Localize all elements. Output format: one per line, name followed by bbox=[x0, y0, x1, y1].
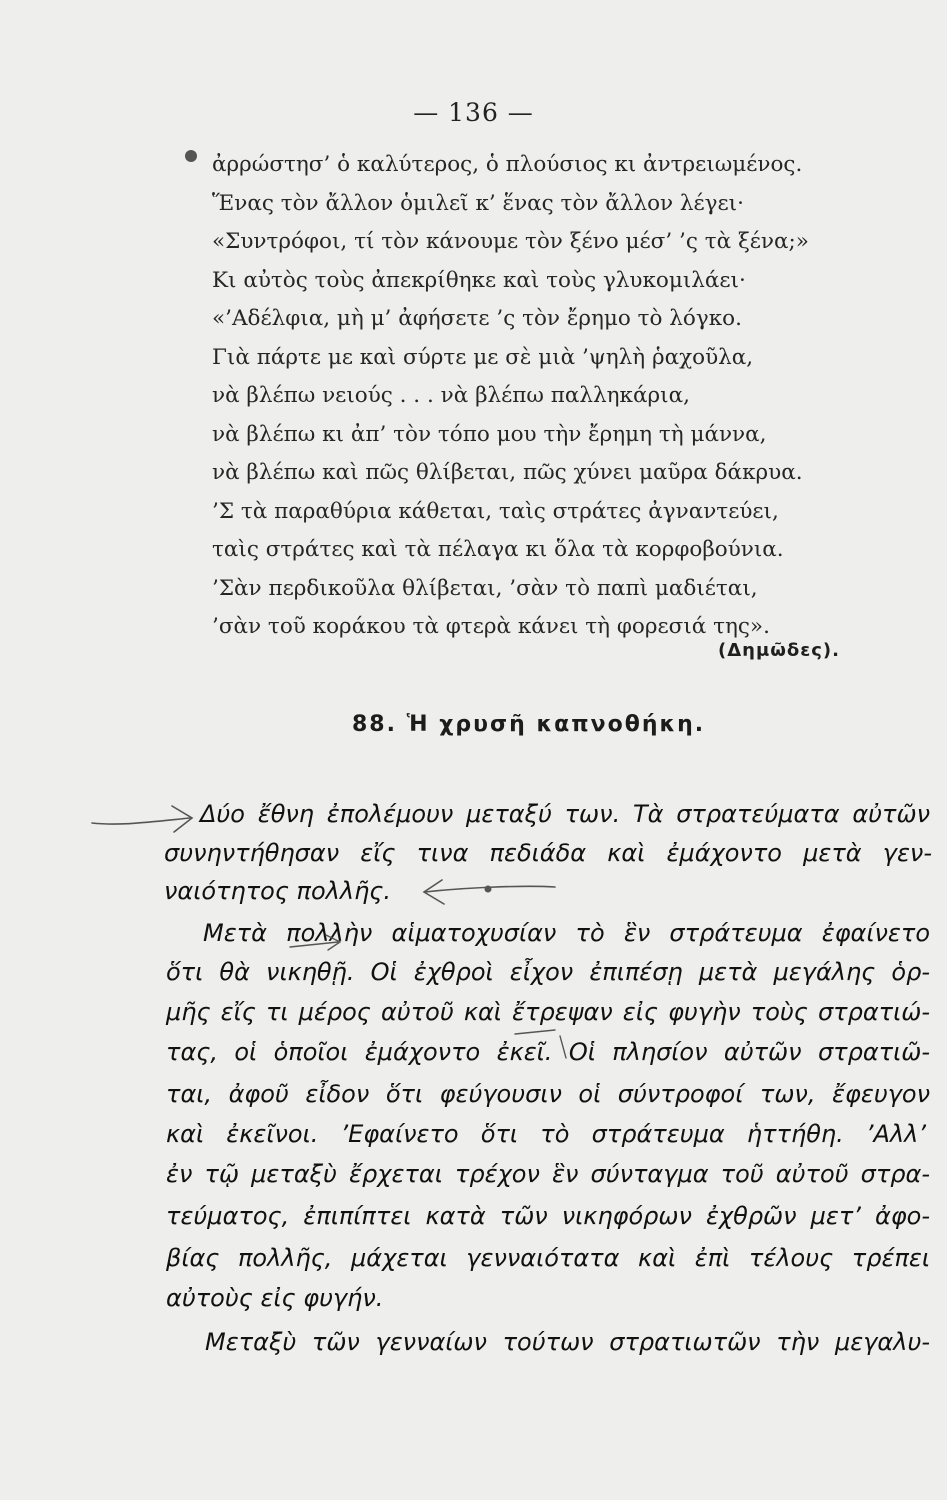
poem-line: νὰ βλέπω νειούς . . . νὰ βλέπω παλληκάρια, bbox=[212, 383, 690, 408]
page-number: — 136 — bbox=[413, 98, 534, 127]
poem-line: νὰ βλέπω κι ἀπ’ τὸν τόπο μου τὴν ἔρημη τὴ μάννα, bbox=[212, 421, 767, 447]
poem-line: Κι αὐτὸς τοὺς ἀπεκρίθηκε καὶ τοὺς γλυκομιλάει· bbox=[212, 267, 746, 293]
handwritten-line: τας, οἱ ὁποῖοι ἐμάχοντο ἐκεῖ. Οἱ πλησίον αὐτῶν στρατιῶ- bbox=[166, 1038, 930, 1066]
poem-block bbox=[212, 146, 932, 647]
handwritten-line: καὶ ἐκεῖνοι. ’Εφαίνετο ὅτι τὸ στράτευμα ἡττήθη. ’Αλλ’ bbox=[166, 1120, 926, 1148]
poem-line: ταὶς στράτες καὶ τὰ πέλαγα κι ὅλα τὰ κορφοβούνια. bbox=[212, 537, 784, 562]
poem-line: ’σὰν τοῦ κοράκου τὰ φτερὰ κάνει τὴ φορεσιά της». bbox=[212, 614, 770, 639]
poem-line: «Συντρόφοι, τί τὸν κάνουμε τὸν ξένο μέσ’ ’ς τὰ ξένα;» bbox=[212, 229, 809, 254]
ink-dot bbox=[185, 150, 197, 162]
handwritten-line: Δύο ἔθνη ἐπολέμουν μεταξύ των. Τὰ στρατεύματα αὐτῶν bbox=[200, 800, 930, 828]
poem-line: ἀρρώστησ’ ὁ καλύτερος, ὁ πλούσιος κι ἀντρειωμένος. bbox=[212, 152, 803, 177]
handwritten-line: συνηντήθησαν εἴς τινα πεδιάδα καὶ ἐμάχοντο μετὰ γεν- bbox=[164, 839, 932, 867]
poem-line: «’Αδέλφια, μὴ μ’ ἀφήσετε ’ς τὸν ἔρημο τὸ λόγκο. bbox=[212, 306, 742, 331]
handwritten-line: τεύματος, ἐπιπίπτει κατὰ τῶν νικηφόρων ἐχθρῶν μετ’ ἀφο- bbox=[166, 1202, 930, 1230]
margin-arrow-icon bbox=[92, 806, 192, 832]
handwritten-line: βίας πολλῆς, μάχεται γενναιότατα καὶ ἐπὶ τέλους τρέπει bbox=[166, 1244, 930, 1272]
handwritten-line: ὅτι θὰ νικηθῇ. Οἱ ἐχθροὶ εἶχον ἐπιπέσῃ μετὰ μεγάλης ὁρ- bbox=[166, 958, 930, 986]
poem-line: Ἕνας τὸν ἄλλον ὁμιλεῖ κ’ ἕνας τὸν ἄλλον λέγει· bbox=[212, 190, 744, 216]
handwritten-line: ται, ἀφοῦ εἶδον ὅτι φεύγουσιν οἱ σύντροφοί των, ἔφευγον bbox=[166, 1080, 930, 1108]
poem-line: ’Σὰν περδικοῦλα θλίβεται, ’σὰν τὸ παπὶ μαδιέται, bbox=[212, 575, 758, 601]
handwritten-line: μῆς εἴς τι μέρος αὐτοῦ καὶ ἔτρεψαν εἰς φυγὴν τοὺς στρατιώ- bbox=[166, 998, 930, 1026]
handwritten-line: Μεταξὺ τῶν γενναίων τούτων στρατιωτῶν τὴν μεγαλυ- bbox=[205, 1328, 930, 1356]
section-heading: 88. Ἡ χρυσῆ καπνοθήκη. bbox=[352, 712, 706, 737]
poem-line: νὰ βλέπω καὶ πῶς θλίβεται, πῶς χύνει μαῦρα δάκρυα. bbox=[212, 460, 803, 485]
poem-line: ’Σ τὰ παραθύρια κάθεται, ταὶς στράτες ἀγναντεύει, bbox=[212, 498, 779, 524]
handwritten-line: ναιότητος πολλῆς. bbox=[164, 877, 392, 905]
inline-arrow-icon bbox=[424, 880, 555, 904]
handwritten-line: αὐτοὺς εἰς φυγήν. bbox=[166, 1284, 384, 1312]
handwritten-line: ἐν τῷ μεταξὺ ἔρχεται τρέχον ἓν σύνταγμα τοῦ αὐτοῦ στρα- bbox=[166, 1160, 930, 1188]
poem-source: (Δημῶδες). bbox=[718, 640, 840, 661]
handwritten-line: Μετὰ πολλὴν αἱματοχυσίαν τὸ ἓν στράτευμα ἐφαίνετο bbox=[203, 919, 930, 947]
poem-line: Γιὰ πάρτε με καὶ σύρτε με σὲ μιὰ ’ψηλὴ ῥαχοῦλα, bbox=[212, 344, 754, 370]
